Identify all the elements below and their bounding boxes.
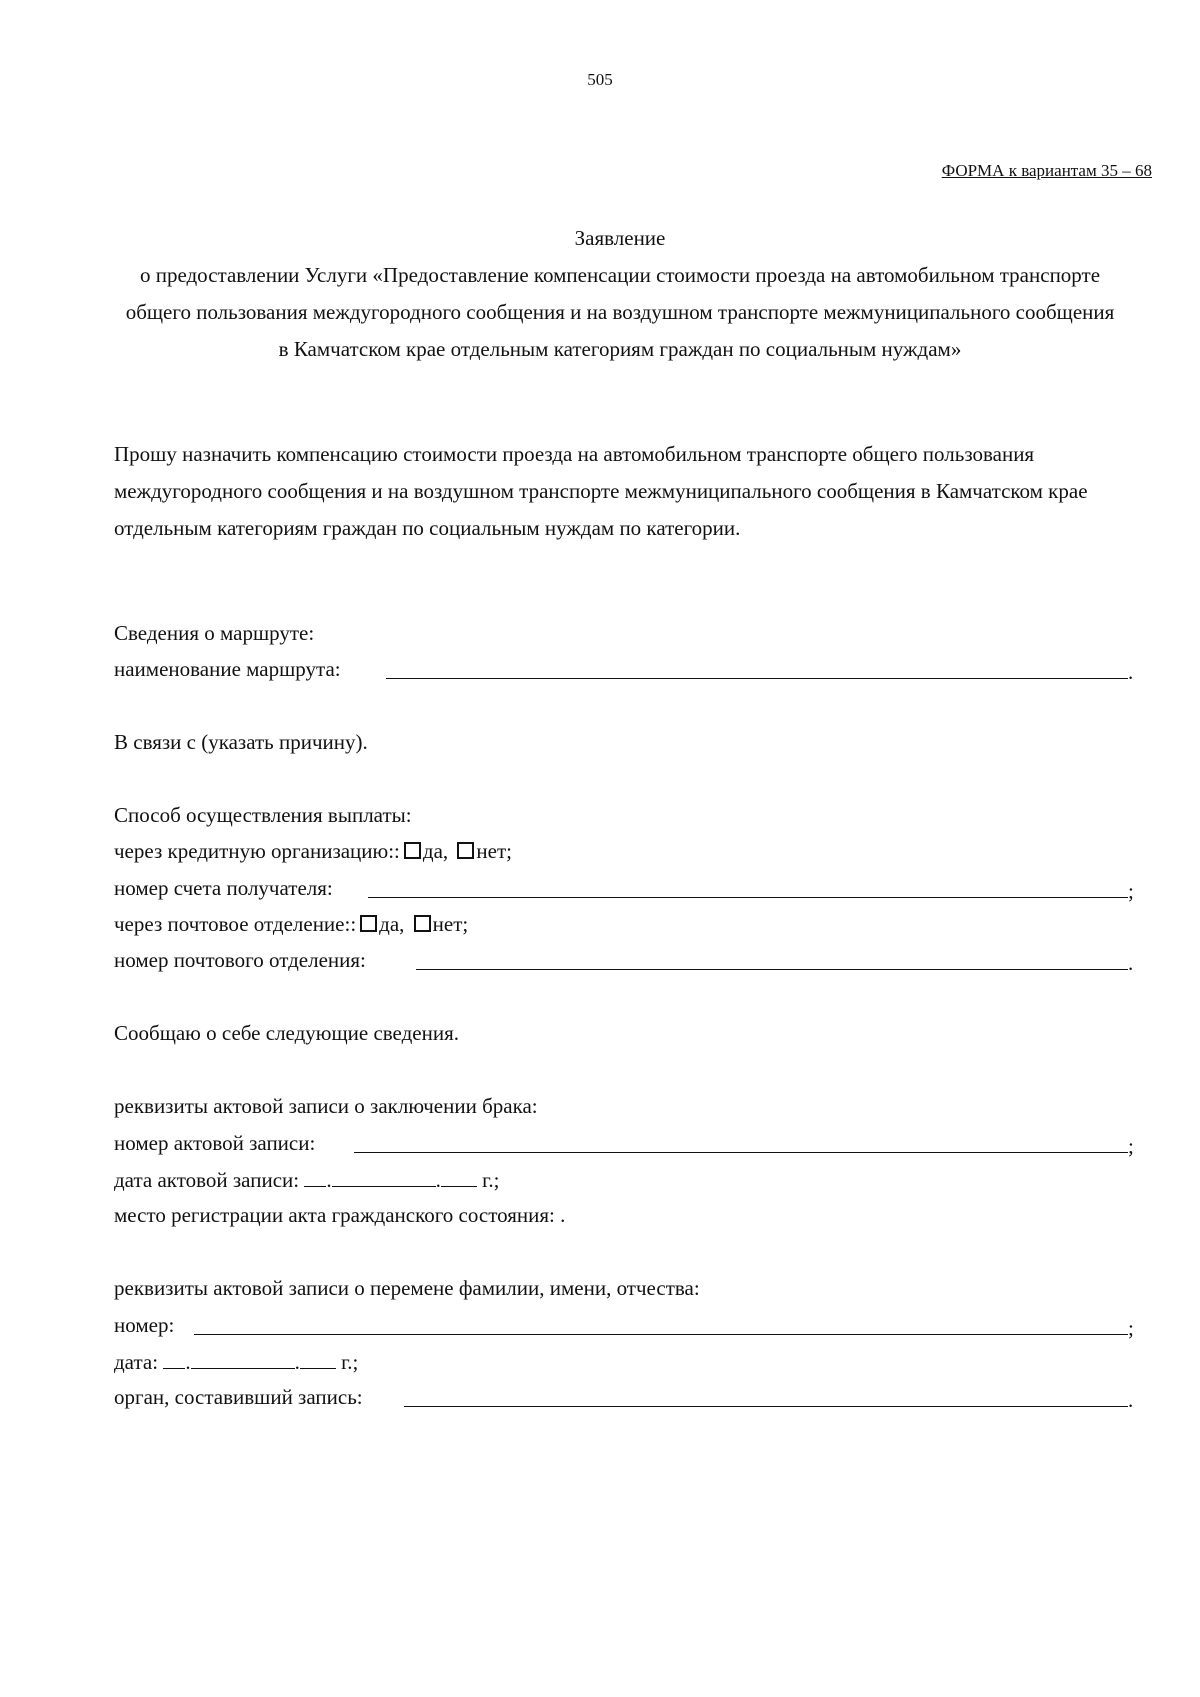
name-change-number-row: номер: ;	[114, 1310, 1134, 1340]
post-yes-label: да,	[379, 912, 405, 936]
name-change-date-row: дата: . . г.;	[114, 1346, 358, 1376]
route-name-label: наименование маршрута:	[114, 657, 341, 681]
marriage-number-field[interactable]	[354, 1128, 1128, 1153]
page-number: 505	[587, 70, 613, 89]
name-change-date-month-field[interactable]	[191, 1346, 295, 1369]
post-number-row: номер почтового отделения: .	[114, 945, 1134, 975]
post-no-checkbox[interactable]	[414, 915, 431, 932]
post-no-label: нет;	[432, 912, 469, 936]
name-change-organ-field[interactable]	[404, 1382, 1128, 1407]
marriage-date-row: дата актовой записи: . . г.;	[114, 1164, 499, 1194]
post-number-label: номер почтового отделения:	[114, 948, 366, 972]
account-label: номер счета получателя:	[114, 876, 333, 900]
name-change-number-label: номер:	[114, 1313, 175, 1337]
name-change-date-label: дата:	[114, 1350, 159, 1374]
marriage-date-month-field[interactable]	[332, 1164, 436, 1187]
marriage-date-year-field[interactable]	[441, 1164, 477, 1187]
route-heading: Сведения о маршруте:	[114, 621, 315, 645]
title-subtitle: о предоставлении Услуги «Предоставление компенсации стоимости проезда на автомобильном транспорте общего пользования междугородного сообщения и на воздушном транспорте межмуниципального сообщения в Камчатском крае отдельным категориям граждан по социальным нуждам»	[125, 263, 1115, 361]
payment-heading: Способ осуществления выплаты:	[114, 803, 412, 827]
account-row: номер счета получателя: ;	[114, 873, 1134, 903]
form-variant-label: ФОРМА к вариантам 35 – 68	[941, 161, 1152, 180]
name-change-number-field[interactable]	[194, 1310, 1128, 1335]
title-heading: Заявление	[574, 226, 666, 250]
marriage-date-year-suffix: г.;	[482, 1168, 500, 1192]
route-name-row: наименование маршрута: .	[114, 654, 1134, 684]
self-info-text: Сообщаю о себе следующие сведения.	[114, 1021, 459, 1045]
post-office-row	[114, 909, 468, 939]
credit-yes-checkbox[interactable]	[404, 842, 421, 859]
account-number-field[interactable]	[368, 873, 1128, 898]
name-change-date-year-suffix: г.;	[341, 1350, 359, 1374]
credit-yes-label: да,	[422, 839, 449, 863]
marriage-date-day-field[interactable]	[304, 1164, 326, 1187]
request-text: Прошу назначить компенсацию стоимости проезда на автомобильном транспорте общего пользования междугородного сообщения и на воздушном транспорте межмуниципального сообщения в Камчатском крае отдельным категориям граждан по социальным нуждам по категории.	[114, 442, 1088, 540]
post-yes-checkbox[interactable]	[360, 915, 377, 932]
name-change-date-year-field[interactable]	[300, 1346, 336, 1369]
post-office-label: через почтовое отделение::	[114, 912, 357, 936]
marriage-heading: реквизиты актовой записи о заключении брака:	[114, 1094, 538, 1118]
route-name-field[interactable]	[386, 654, 1128, 679]
marriage-number-row: номер актовой записи: ;	[114, 1128, 1134, 1158]
name-change-heading: реквизиты актовой записи о перемене фамилии, имени, отчества:	[114, 1276, 700, 1300]
credit-org-label: через кредитную организацию::	[114, 839, 400, 863]
post-number-field[interactable]	[416, 945, 1128, 970]
marriage-place-text: место регистрации акта гражданского состояния: .	[114, 1203, 566, 1227]
marriage-number-label: номер актовой записи:	[114, 1131, 316, 1155]
name-change-date-day-field[interactable]	[163, 1346, 185, 1369]
credit-org-row	[114, 836, 512, 866]
credit-no-checkbox[interactable]	[457, 842, 474, 859]
reason-text: В связи с (указать причину).	[114, 730, 368, 754]
marriage-date-label: дата актовой записи:	[114, 1168, 300, 1192]
credit-no-label: нет;	[476, 839, 512, 863]
name-change-organ-label: орган, составивший запись:	[114, 1385, 363, 1409]
document-title	[0, 220, 1200, 368]
name-change-organ-row: орган, составивший запись: .	[114, 1382, 1134, 1412]
